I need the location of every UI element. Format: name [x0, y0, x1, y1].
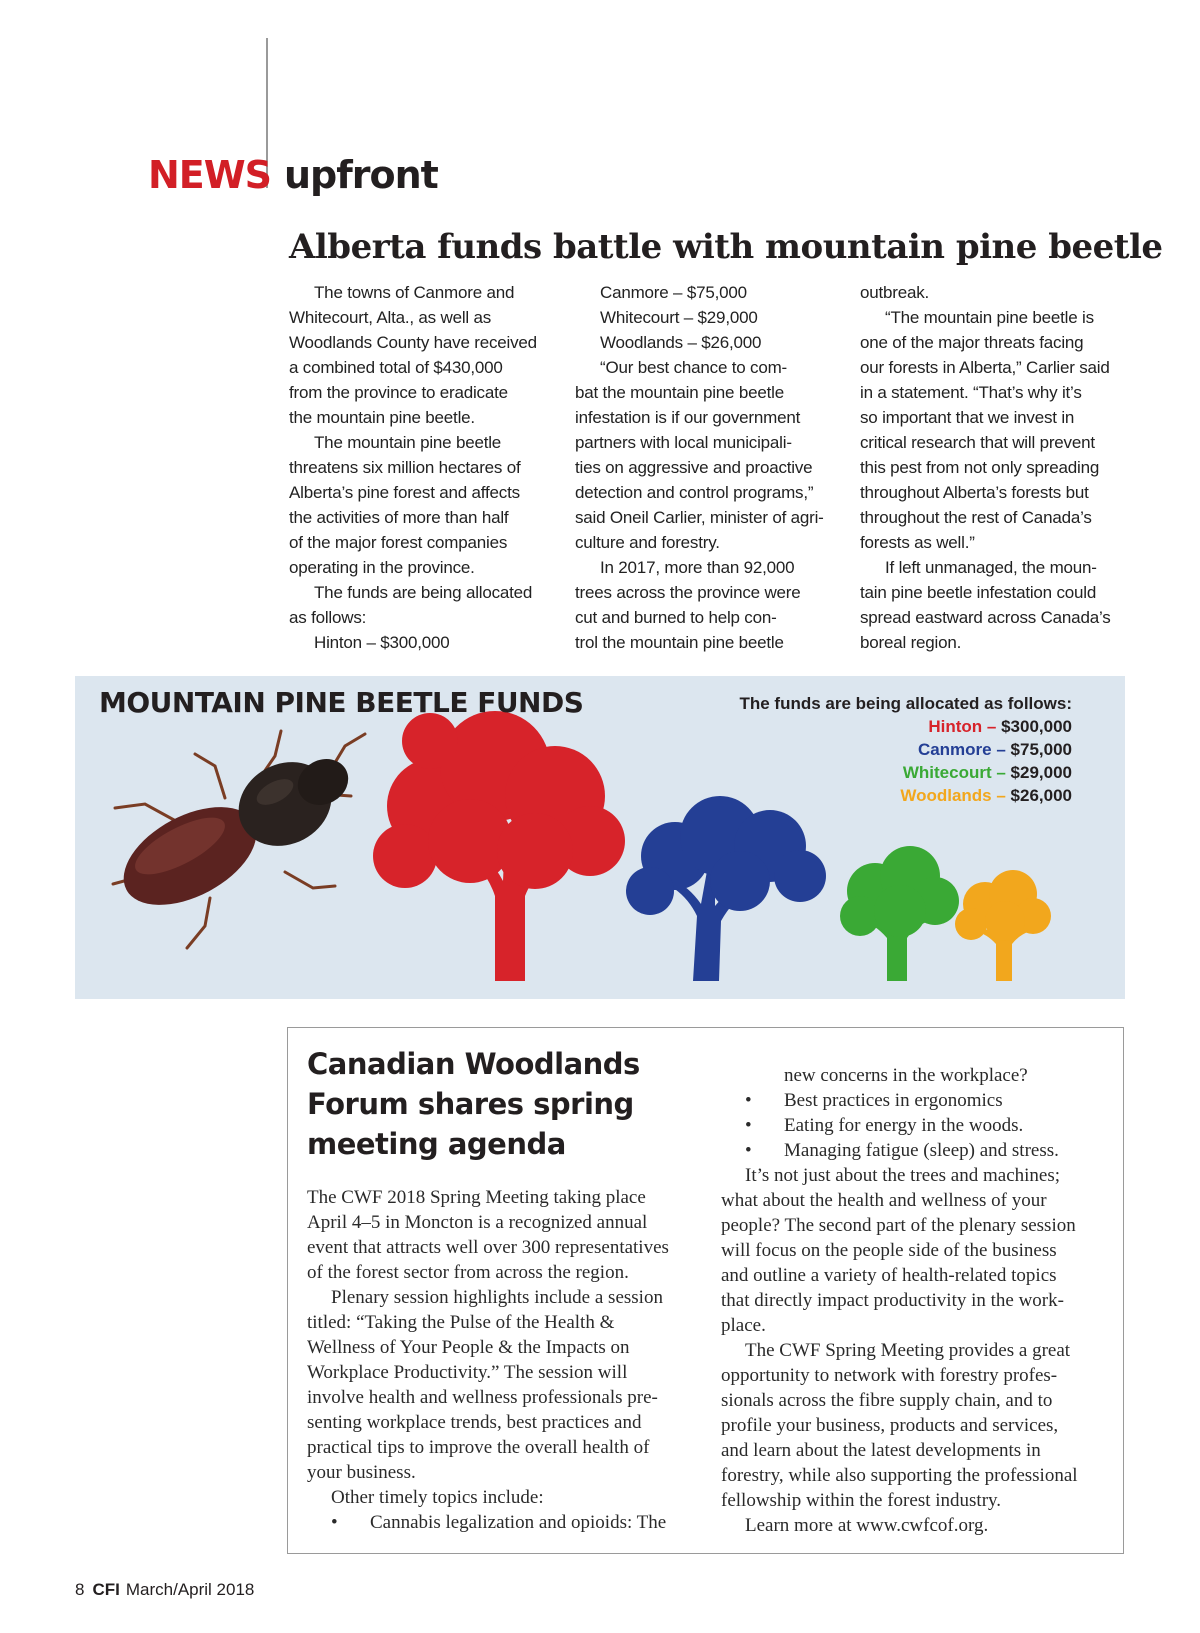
- text-line: throughout the rest of Canada’s: [860, 508, 1092, 527]
- text-line: The CWF Spring Meeting provides a great: [745, 1340, 1071, 1361]
- text-line: titled: “Taking the Pulse of the Health &: [307, 1312, 615, 1333]
- text-line: Wellness of Your People & the Impacts on: [307, 1337, 630, 1358]
- text-line: detection and control programs,”: [575, 483, 814, 502]
- text-line: Woodlands – $26,000: [600, 333, 762, 352]
- article-column-1: [289, 280, 537, 655]
- bullet-item: [721, 1088, 1078, 1113]
- text-line: people? The second part of the plenary session: [721, 1215, 1076, 1236]
- headline-line: Canadian Woodlands: [307, 1047, 640, 1081]
- text-line: new concerns in the workplace?: [784, 1065, 1028, 1086]
- funds-legend: [739, 692, 1072, 807]
- article-column-2: [575, 280, 824, 655]
- text-line: as follows:: [289, 608, 367, 627]
- text-line: trol the mountain pine beetle: [575, 633, 784, 652]
- text-line: In 2017, more than 92,000: [600, 558, 795, 577]
- bullet-text: Best practices in ergonomics: [784, 1090, 1003, 1111]
- text-line: forestry, while also supporting the professional: [721, 1465, 1078, 1486]
- text-line: threatens six million hectares of: [289, 458, 521, 477]
- text-line: and learn about the latest developments in: [721, 1440, 1041, 1461]
- text-line: Alberta’s pine forest and affects: [289, 483, 520, 502]
- tree-woodlands: [955, 870, 1051, 981]
- bullet-glyph: •: [745, 1140, 752, 1161]
- text-line: involve health and wellness professionals pre-: [307, 1387, 658, 1408]
- text-line: said Oneil Carlier, minister of agri-: [575, 508, 824, 527]
- text-line: and outline a variety of health-related topics: [721, 1265, 1057, 1286]
- text-line: outbreak.: [860, 283, 930, 302]
- beetle-funds-infographic: [75, 676, 1125, 999]
- text-line: “The mountain pine beetle is: [885, 308, 1094, 327]
- text-line: this pest from not only spreading: [860, 458, 1100, 477]
- text-line: cut and burned to help con-: [575, 608, 777, 627]
- legend-row-canmore: [739, 738, 1072, 761]
- text-line: ties on aggressive and proactive: [575, 458, 813, 477]
- text-line: The towns of Canmore and: [314, 283, 515, 302]
- text-line: If left unmanaged, the moun-: [885, 558, 1097, 577]
- bullet-text: Cannabis legalization and opioids: The: [370, 1512, 667, 1533]
- text-line: of the forest sector from across the region.: [307, 1262, 629, 1283]
- text-line: that directly impact productivity in the work-: [721, 1290, 1064, 1311]
- text-line: profile your business, products and services,: [721, 1415, 1059, 1436]
- text-line: boreal region.: [860, 633, 962, 652]
- bullet-glyph: •: [745, 1115, 752, 1136]
- bullet-text: Managing fatigue (sleep) and stress.: [784, 1140, 1059, 1161]
- legend-name: Woodlands –: [900, 786, 1006, 805]
- text-line: spread eastward across Canada’s: [860, 608, 1111, 627]
- text-line: the mountain pine beetle.: [289, 408, 475, 427]
- text-line: Canmore – $75,000: [600, 283, 747, 302]
- legend-amount: $29,000: [1010, 763, 1072, 782]
- bullet-item: [721, 1138, 1078, 1163]
- text-line: partners with local municipali-: [575, 433, 792, 452]
- legend-amount: $300,000: [1001, 717, 1072, 736]
- text-line: tain pine beetle infestation could: [860, 583, 1097, 602]
- text-line: place.: [721, 1315, 766, 1336]
- text-line: of the major forest companies: [289, 533, 508, 552]
- text-line: culture and forestry.: [575, 533, 720, 552]
- text-line: a combined total of $430,000: [289, 358, 503, 377]
- legend-name: Hinton –: [928, 717, 997, 736]
- text-line: one of the major threats facing: [860, 333, 1084, 352]
- text-line: our forests in Alberta,” Carlier said: [860, 358, 1110, 377]
- text-line: sionals across the fibre supply chain, and to: [721, 1390, 1053, 1411]
- forum-headline: [307, 1044, 640, 1164]
- tree-whitecourt: [840, 846, 959, 981]
- text-line: The mountain pine beetle: [314, 433, 502, 452]
- text-line: your business.: [307, 1462, 416, 1483]
- text-line: It’s not just about the trees and machines;: [745, 1165, 1061, 1186]
- text-line: operating in the province.: [289, 558, 475, 577]
- text-line: critical research that will prevent: [860, 433, 1095, 452]
- text-line: bat the mountain pine beetle: [575, 383, 784, 402]
- text-line: in a statement. “That’s why it’s: [860, 383, 1082, 402]
- issue-date: March/April 2018: [125, 1580, 255, 1599]
- text-line: fellowship within the forest industry.: [721, 1490, 1002, 1511]
- text-line: trees across the province were: [575, 583, 801, 602]
- text-line: Other timely topics include:: [331, 1487, 544, 1508]
- text-line: forests as well.”: [860, 533, 975, 552]
- section-label-upfront: upfront: [284, 153, 438, 197]
- text-line: what about the health and wellness of your: [721, 1190, 1047, 1211]
- text-line: Workplace Productivity.” The session will: [307, 1362, 628, 1383]
- legend-amount: $26,000: [1010, 786, 1072, 805]
- forum-sidebar-box: [287, 1027, 1124, 1554]
- beetle-illustration: [108, 731, 365, 948]
- section-label-news: NEWS: [148, 153, 272, 197]
- text-line: throughout Alberta’s forests but: [860, 483, 1089, 502]
- tree-canmore: [626, 796, 826, 981]
- bullet-glyph: •: [331, 1512, 338, 1533]
- article-headline: Alberta funds battle with mountain pine beetle: [289, 227, 1163, 267]
- text-line: practical tips to improve the overall health of: [307, 1437, 650, 1458]
- legend-row-whitecourt: [739, 761, 1072, 784]
- text-line: from the province to eradicate: [289, 383, 508, 402]
- text-line: Whitecourt – $29,000: [600, 308, 758, 327]
- headline-line: meeting agenda: [307, 1127, 566, 1161]
- text-line: so important that we invest in: [860, 408, 1075, 427]
- text-line: The funds are being allocated: [314, 583, 533, 602]
- bullet-item: [721, 1113, 1078, 1138]
- text-line: Hinton – $300,000: [314, 633, 450, 652]
- legend-row-hinton: [739, 715, 1072, 738]
- legend-name: Canmore –: [917, 740, 1006, 759]
- text-line: the activities of more than half: [289, 508, 509, 527]
- bullet-text: Eating for energy in the woods.: [784, 1115, 1024, 1136]
- text-line: will focus on the people side of the business: [721, 1240, 1057, 1261]
- bullet-item: [307, 1510, 669, 1535]
- text-line: Whitecourt, Alta., as well as: [289, 308, 492, 327]
- article-column-3: [860, 280, 1111, 655]
- tree-hinton: [373, 711, 625, 981]
- page-number: 8: [75, 1580, 85, 1599]
- legend-row-woodlands: [739, 784, 1072, 807]
- headline-line: Forum shares spring: [307, 1087, 634, 1121]
- text-line: infestation is if our government: [575, 408, 801, 427]
- forum-column-2: [721, 1063, 1078, 1538]
- infographic-title: MOUNTAIN PINE BEETLE FUNDS: [99, 686, 584, 719]
- text-line: opportunity to network with forestry profes-: [721, 1365, 1058, 1386]
- text-line: Learn more at www.cwfcof.org.: [745, 1515, 989, 1536]
- text-line: “Our best chance to com-: [600, 358, 787, 377]
- text-line: Woodlands County have received: [289, 333, 537, 352]
- magazine-name: CFI: [92, 1580, 120, 1599]
- text-line: The CWF 2018 Spring Meeting taking place: [307, 1187, 646, 1208]
- page-footer: [75, 1578, 254, 1602]
- bullet-glyph: •: [745, 1090, 752, 1111]
- text-line: senting workplace trends, best practices and: [307, 1412, 642, 1433]
- text-line: Plenary session highlights include a session: [331, 1287, 663, 1308]
- legend-amount: $75,000: [1010, 740, 1072, 759]
- text-line: event that attracts well over 300 representatives: [307, 1237, 669, 1258]
- text-line: April 4–5 in Moncton is a recognized annual: [307, 1212, 648, 1233]
- legend-title: The funds are being allocated as follows:: [739, 694, 1072, 713]
- forum-column-1: [307, 1185, 669, 1535]
- legend-name: Whitecourt –: [902, 763, 1006, 782]
